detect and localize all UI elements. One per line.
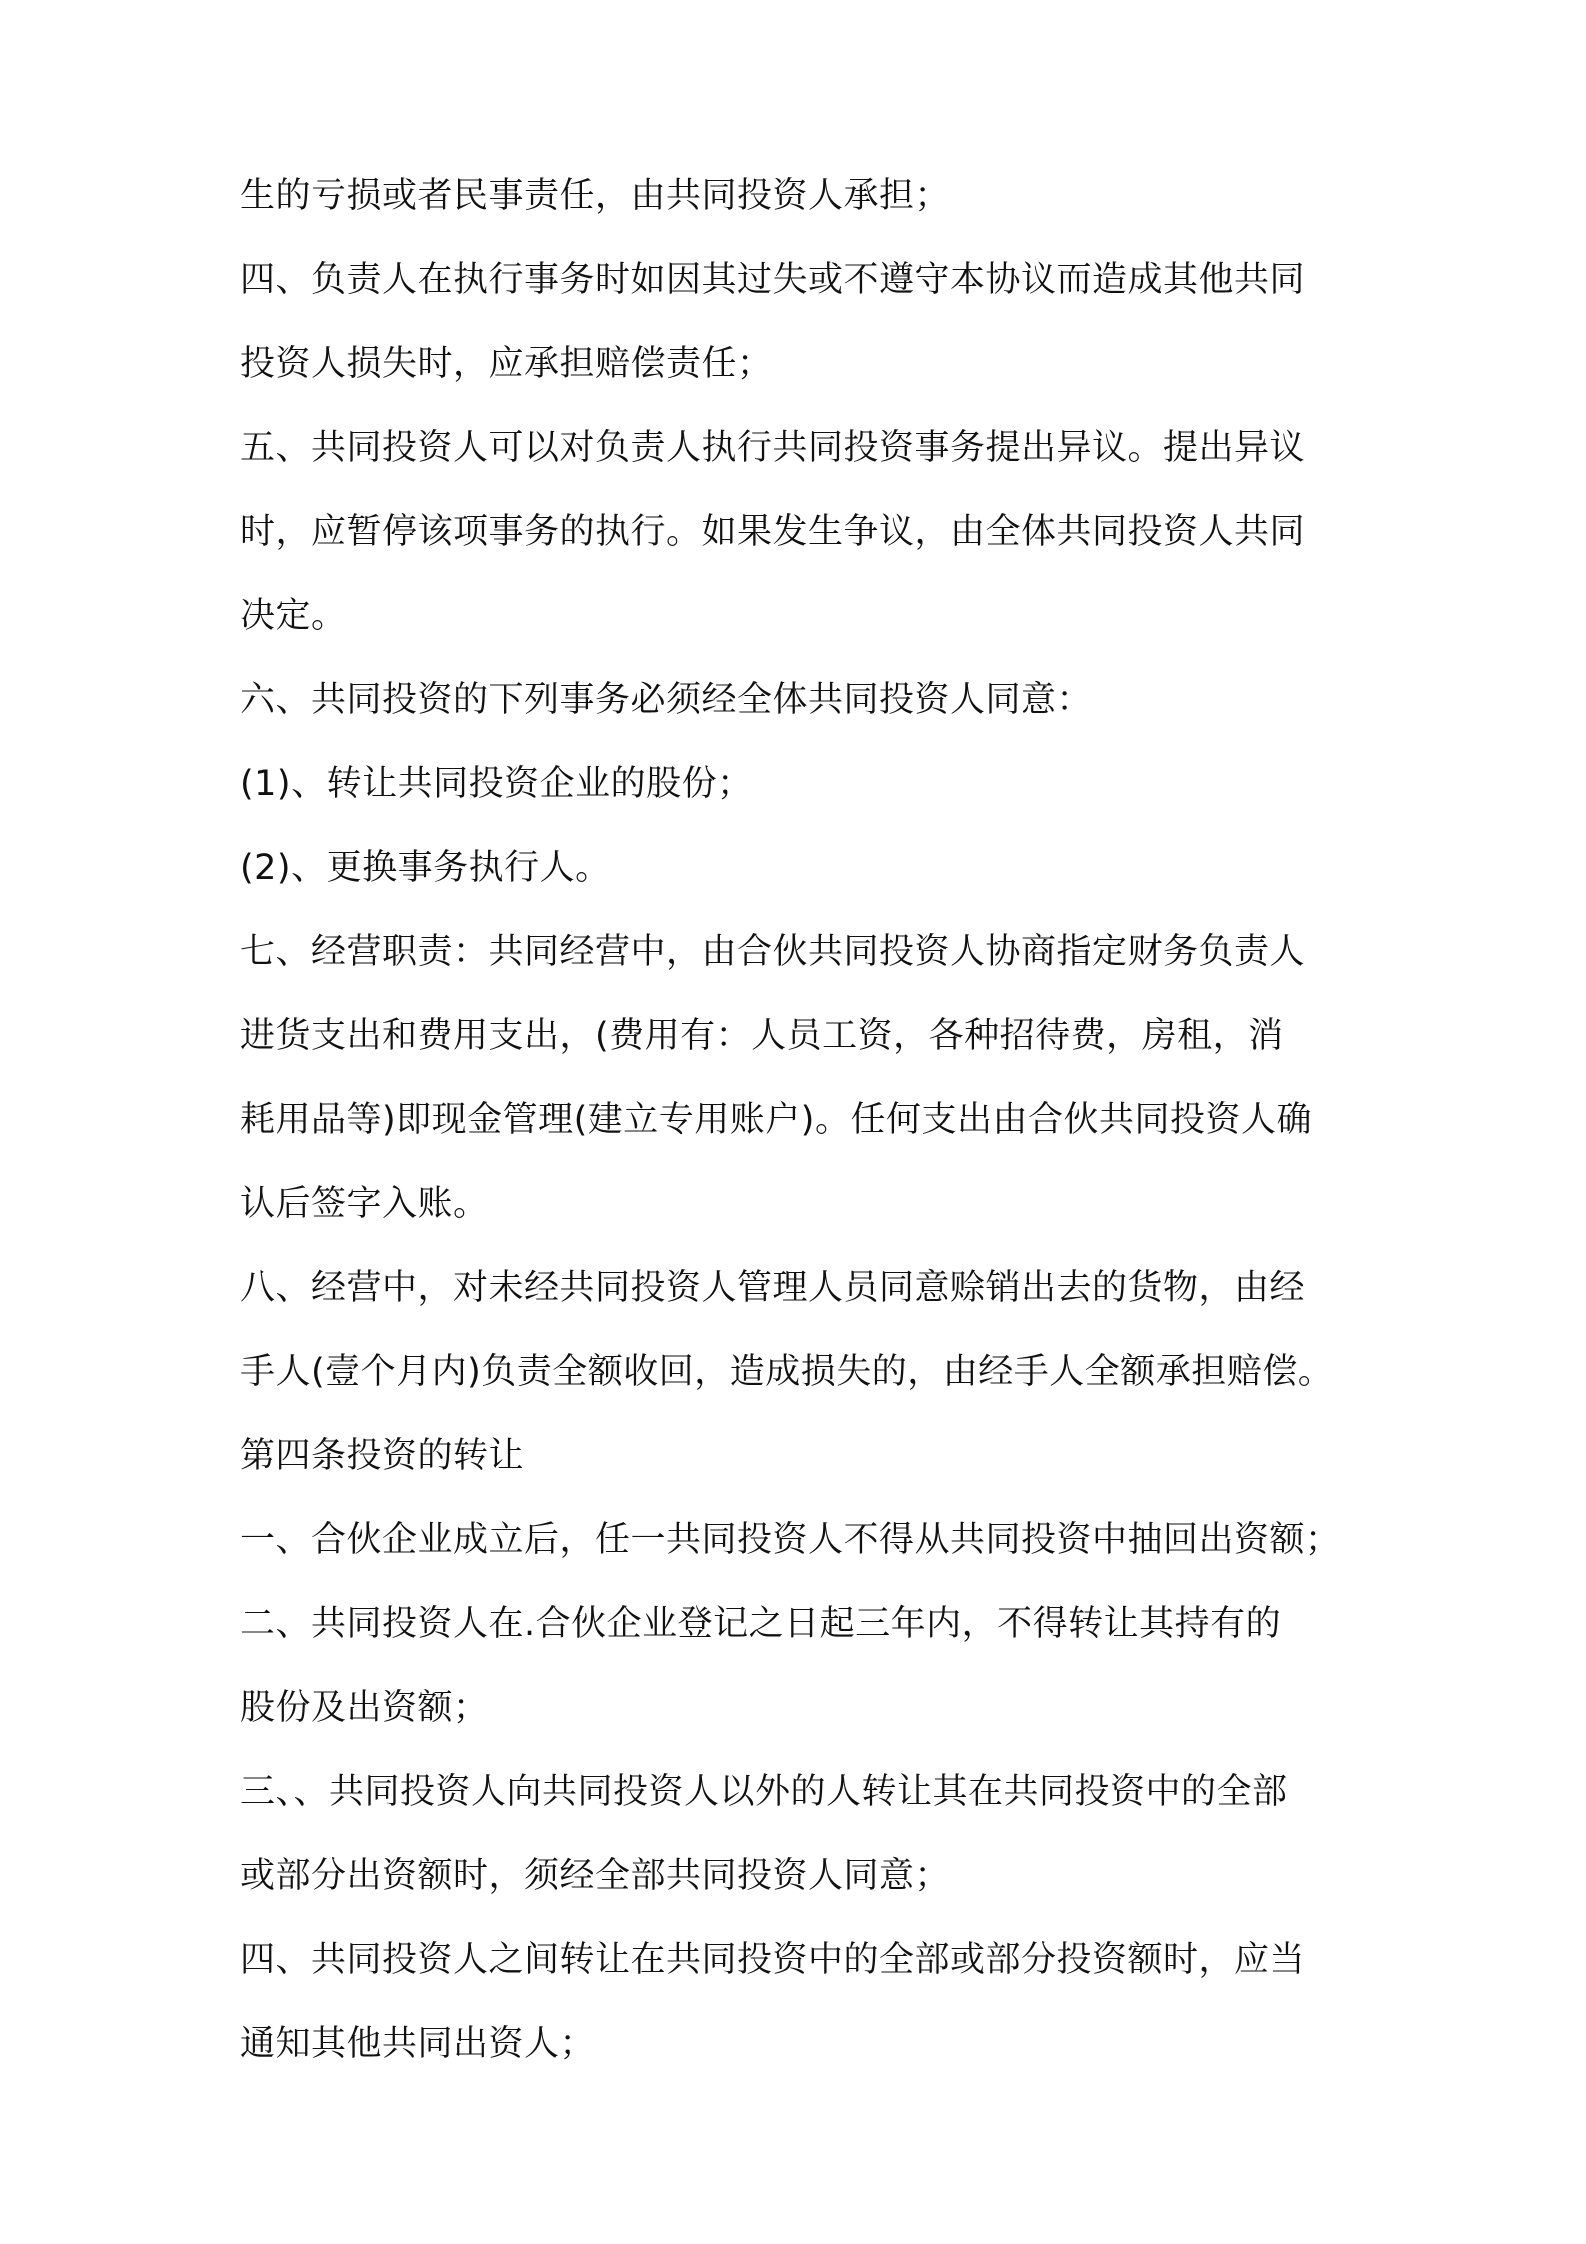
text-line: 股份及出资额； <box>240 1688 489 1728</box>
text-line: (1)、转让共同投资企业的股份； <box>240 764 753 804</box>
text-line: 四、负责人在执行事务时如因其过失或不遵守本协议而造成其他共同 <box>240 260 1306 300</box>
section-heading: 第四条投资的转让 <box>240 1436 525 1476</box>
text-line: 认后签字入账。 <box>240 1184 489 1224</box>
text-line: 手人(壹个月内)负责全额收回，造成损失的，由经手人全额承担赔偿。 <box>240 1352 1334 1392</box>
text-line: 耗用品等)即现金管理(建立专用账户)。任何支出由合伙共同投资人确 <box>240 1100 1312 1140</box>
text-line: 通知其他共同出资人； <box>240 2024 596 2064</box>
text-line: 三、、共同投资人向共同投资人以外的人转让其在共同投资中的全部 <box>240 1772 1288 1812</box>
text-line: 生的亏损或者民事责任，由共同投资人承担； <box>240 176 951 216</box>
text-line: 投资人损失时，应承担赔偿责任； <box>240 344 773 384</box>
text-line: 或部分出资额时，须经全部共同投资人同意； <box>240 1856 951 1896</box>
text-line: 进货支出和费用支出，(费用有：人员工资，各种招待费，房租，消 <box>240 1016 1284 1056</box>
text-line: 决定。 <box>240 596 347 636</box>
text-line: 二、共同投资人在.合伙企业登记之日起三年内，不得转让其持有的 <box>240 1604 1282 1644</box>
text-line: 四、共同投资人之间转让在共同投资中的全部或部分投资额时，应当 <box>240 1940 1306 1980</box>
text-line: 六、共同投资的下列事务必须经全体共同投资人同意： <box>240 680 1093 720</box>
text-line: 八、经营中，对未经共同投资人管理人员同意赊销出去的货物，由经 <box>240 1268 1306 1308</box>
text-line: (2)、更换事务执行人。 <box>240 848 611 888</box>
text-line: 一、合伙企业成立后，任一共同投资人不得从共同投资中抽回出资额； <box>240 1520 1341 1560</box>
text-line: 时，应暂停该项事务的执行。如果发生争议，由全体共同投资人共同 <box>240 512 1306 552</box>
text-line: 七、经营职责：共同经营中，由合伙共同投资人协商指定财务负责人 <box>240 932 1306 972</box>
text-line: 五、共同投资人可以对负责人执行共同投资事务提出异议。提出异议 <box>240 428 1306 468</box>
